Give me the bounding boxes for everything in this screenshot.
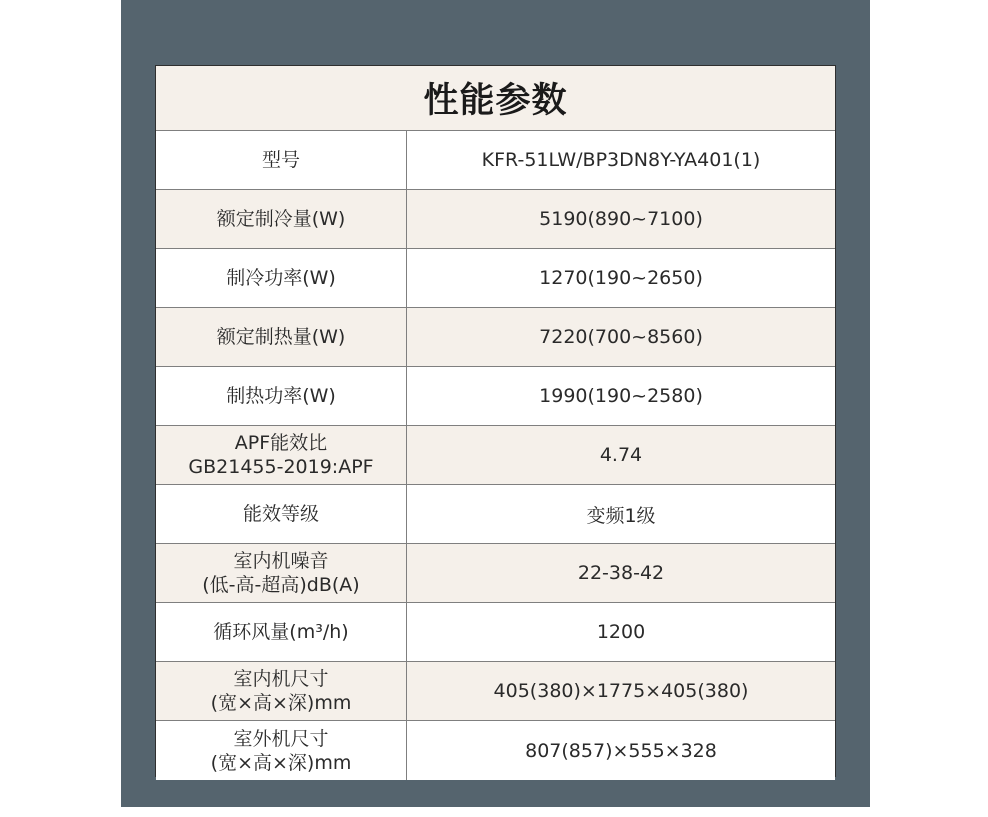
table-row [156,544,835,603]
row-label-line: 额定制冷量(W) [216,208,346,230]
page-title: 性能参数 [423,81,568,121]
row-value: 807(857)×555×328 [525,739,717,762]
row-label-line: 能效等级 [242,503,319,525]
row-label [156,367,407,425]
bottom-margin [0,807,988,817]
row-label [156,485,407,543]
row-label [156,662,407,720]
row-value: 7220(700~8560) [539,326,703,348]
table-row [156,721,835,780]
table-row [156,367,835,426]
row-value: 405(380)×1775×405(380) [493,680,749,702]
table-row [156,131,835,190]
row-label-line: (低-高-超高)dB(A) [202,574,360,596]
row-label-line: (宽×高×深)mm [210,751,352,774]
row-label-line: 型号 [261,149,300,171]
table-row [156,190,835,249]
row-label-line: 室内机噪音 [233,550,329,572]
row-label-line: 制冷功率(W) [226,267,336,289]
table-row [156,249,835,308]
row-label [156,426,407,484]
row-label [156,721,407,780]
row-label-line: GB21455-2019:APF [188,456,374,478]
row-label-line: 室外机尺寸 [233,727,329,750]
table-title-row [156,66,835,131]
row-label [156,603,407,661]
row-value: 1270(190~2650) [539,267,703,289]
row-label [156,131,407,189]
row-label [156,308,407,366]
row-value: 1990(190~2580) [539,385,703,407]
row-value: 变频1级 [586,504,656,527]
row-label [156,544,407,602]
row-label-line: (宽×高×深)mm [210,692,352,714]
table-row [156,485,835,544]
row-value: KFR-51LW/BP3DN8Y-YA401(1) [481,149,761,171]
row-label [156,249,407,307]
row-label-line: 额定制热量(W) [216,326,346,348]
row-label-line: 循环风量(m³/h) [213,621,349,643]
table-row [156,426,835,485]
row-label [156,190,407,248]
table-row [156,603,835,662]
row-value: 5190(890~7100) [539,208,703,230]
table-row [156,308,835,367]
row-value: 22-38-42 [577,562,665,584]
table-row [156,662,835,721]
row-value: 4.74 [599,444,643,466]
row-label-line: 制热功率(W) [226,385,336,407]
row-label-line: APF能效比 [234,432,328,454]
row-value: 1200 [596,621,646,643]
row-label-line: 室内机尺寸 [233,668,329,690]
spec-table [155,65,836,777]
